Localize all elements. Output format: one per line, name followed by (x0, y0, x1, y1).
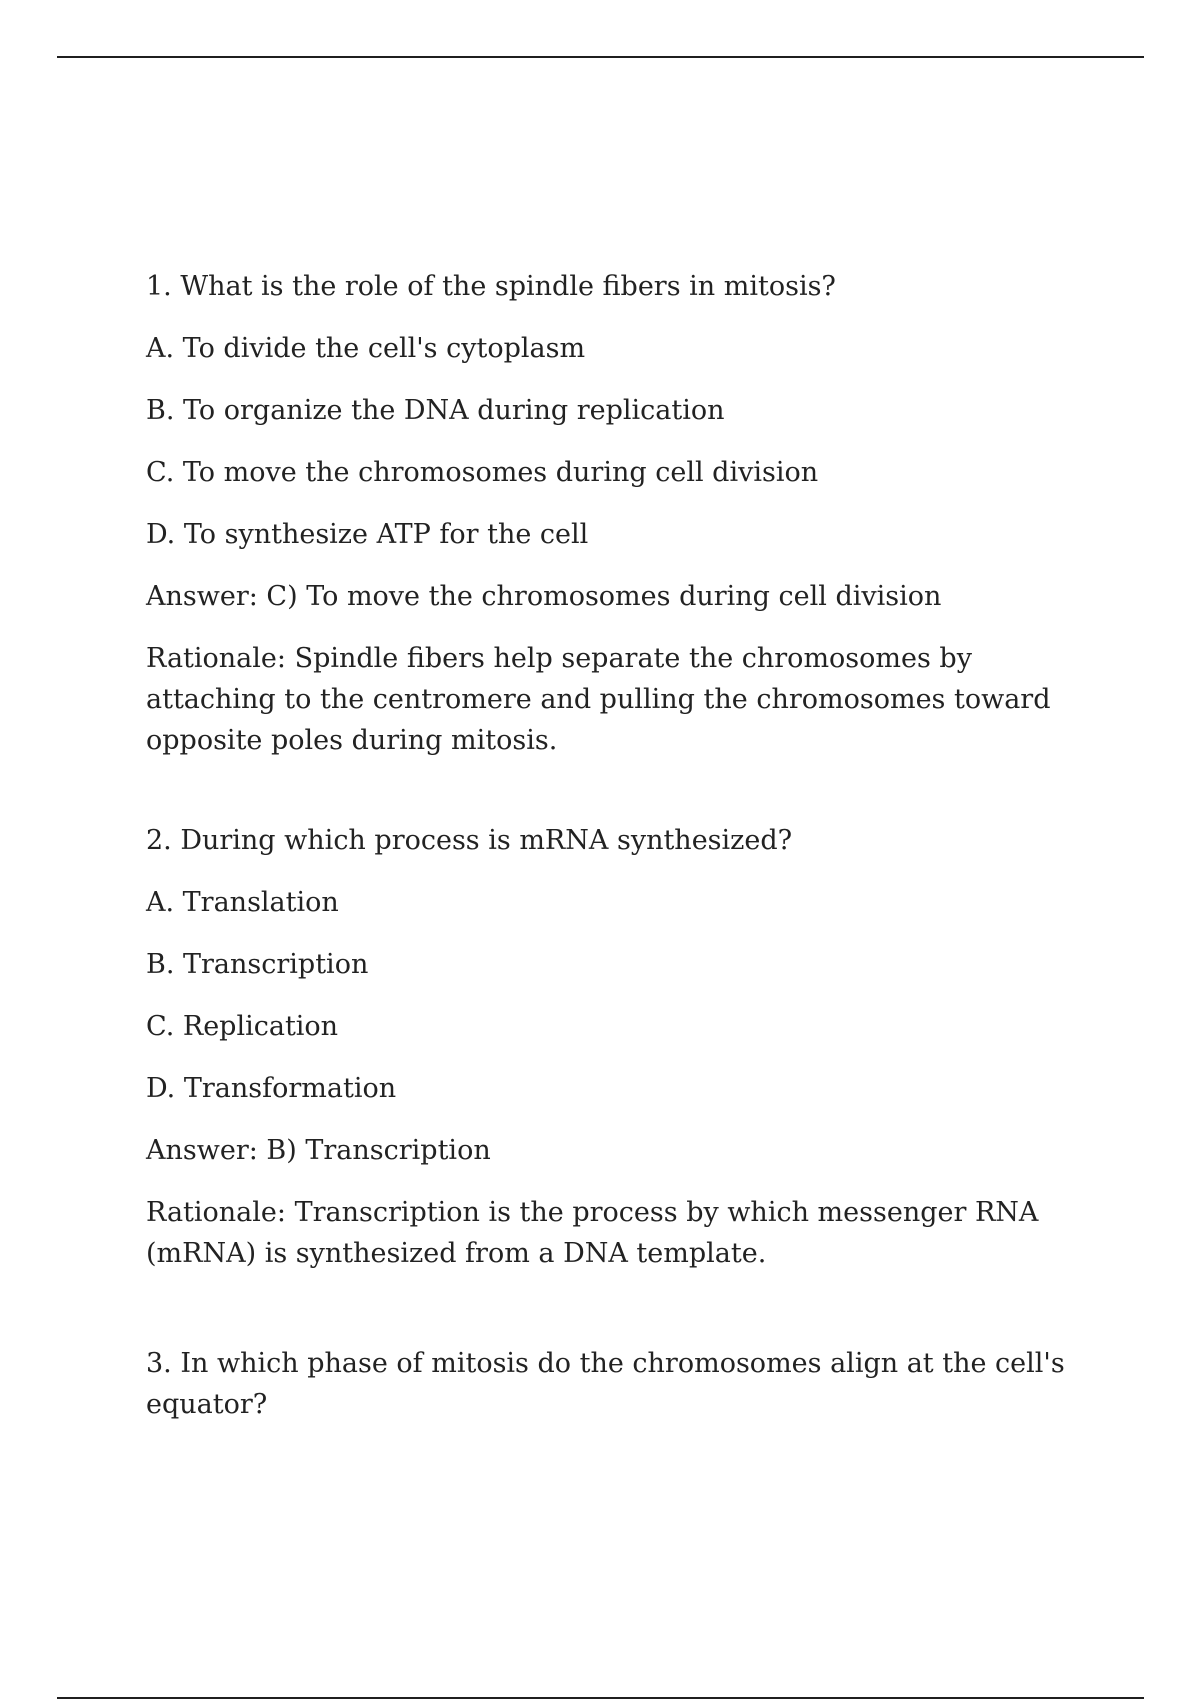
spacer (146, 761, 1086, 820)
option-b: B. Transcription (146, 949, 369, 980)
question-text: 3. In which phase of mitosis do the chromosomes align at the cell's equator? (146, 1348, 1065, 1420)
question-text: 2. During which process is mRNA synthesized? (146, 825, 793, 856)
spacer (146, 1274, 1086, 1343)
rationale-text: Rationale: Spindle fibers help separate the chromosomes by attaching to the centromere and pulling the chromosomes toward opposite poles during mitosis. (146, 643, 1051, 756)
option-a: A. Translation (146, 887, 339, 918)
question-block-2 (146, 820, 1086, 1274)
option-d: D. Transformation (146, 1073, 397, 1104)
question-block-3 (146, 1343, 1086, 1425)
option-c: C. To move the chromosomes during cell division (146, 457, 819, 488)
bottom-rule (57, 1697, 1144, 1699)
option-d: D. To synthesize ATP for the cell (146, 519, 589, 550)
option-c: C. Replication (146, 1011, 339, 1042)
answer-text: Answer: B) Transcription (146, 1135, 491, 1166)
option-b: B. To organize the DNA during replication (146, 395, 725, 426)
question-text: 1. What is the role of the spindle fibers in mitosis? (146, 271, 836, 302)
question-block-1 (146, 266, 1086, 761)
option-a: A. To divide the cell's cytoplasm (146, 333, 586, 364)
rationale-text: Rationale: Transcription is the process by which messenger RNA (mRNA) is synthesized from a DNA template. (146, 1197, 1039, 1269)
answer-text: Answer: C) To move the chromosomes during cell division (146, 581, 942, 612)
document-body (146, 266, 1086, 1425)
top-rule (57, 56, 1144, 58)
